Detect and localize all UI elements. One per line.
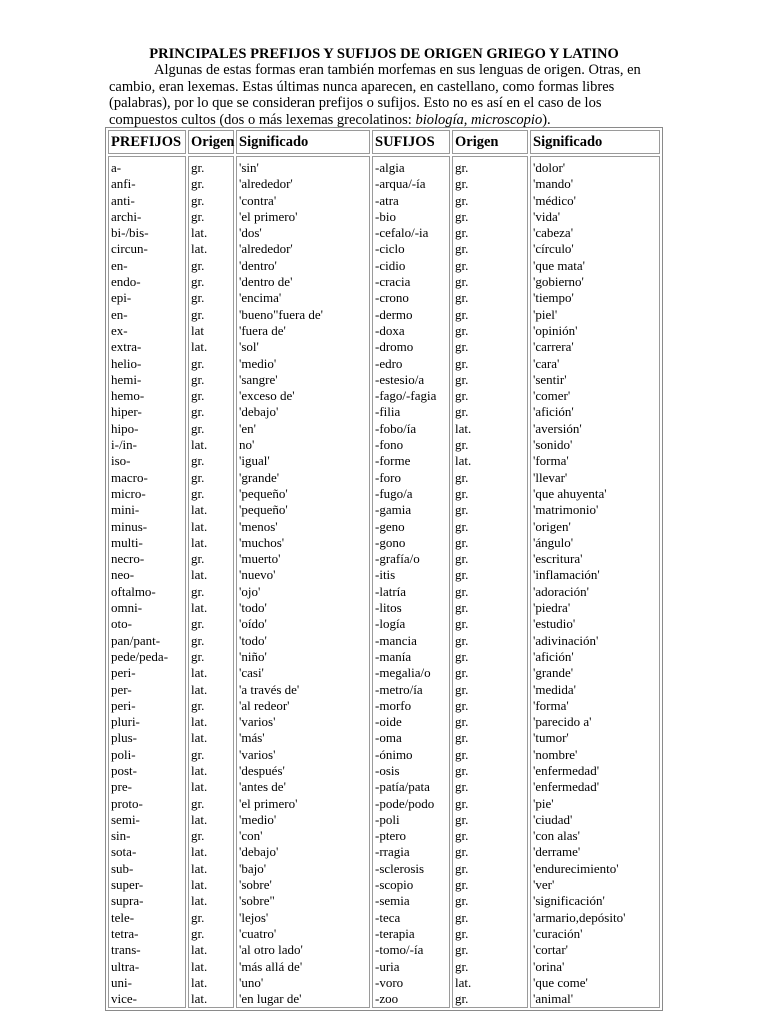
table-body-row: [108, 156, 660, 1008]
intro-paragraph: [109, 62, 649, 128]
prefix-forms-column: a- anfi- anti- archi- bi-/bis- circun- en- endo- epi- en- ex- extra- helio- hemi- hemo- hiper- hipo- i-/in- iso- macro- micro- mini- minus- multi- necro- neo- oftalmo- omni- oto- pan/pant- pede/peda- peri- per- peri- pluri- plus- poli- post- pre- proto- semi- sin- sota- sub- super- supra- tele- tetra- trans- ultra- uni- vice-: [108, 156, 186, 1008]
header-sufijos: SUFIJOS: [372, 130, 450, 154]
affix-table-frame: [105, 127, 663, 1011]
prefix-meaning-column: 'sin' 'alrededor' 'contra' 'el primero' 'dos' 'alrededor' 'dentro' 'dentro de' 'encima' 'bueno"fuera de' 'fuera de' 'sol' 'medio' 'sangre' 'exceso de' 'debajo' 'en' no' 'igual' 'grande' 'pequeño' 'pequeño' 'menos' 'muchos' 'muerto' 'nuevo' 'ojo' 'todo' 'oído' 'todo' 'niño' 'casi' 'a través de' 'al redeor' 'varios' 'más' 'varios' 'después' 'antes de' 'el primero' 'medio' 'con' 'debajo' 'bajo' 'sobre' 'sobre" 'lejos' 'cuatro' 'al otro lado' 'más allá de' 'uno' 'en lugar de': [236, 156, 370, 1008]
table-header-row: [108, 130, 660, 154]
intro-end: ).: [542, 111, 551, 128]
suffix-origin-column: gr. gr. gr. gr. gr. gr. gr. gr. gr. gr. gr. gr. gr. gr. gr. gr. lat. gr. lat. gr. gr. gr. gr. gr. gr. gr. gr. gr. gr. gr. gr. gr. gr. gr. gr. gr. gr. gr. gr. gr. gr. gr. gr. gr. gr. gr. gr. gr. gr. gr. lat. gr.: [452, 156, 528, 1008]
header-prefijos: PREFIJOS: [108, 130, 186, 154]
prefix-origin-column: gr. gr. gr. gr. lat. lat. gr. gr. gr. gr. lat lat. gr. gr. gr. gr. gr. lat. gr. gr. gr. lat. lat. lat. gr. lat. gr. lat. gr. gr. gr. lat. lat. gr. lat. lat. gr. lat. lat. gr. lat. gr. lat. lat. lat. lat. gr. gr. lat. lat. lat. lat.: [188, 156, 234, 1008]
header-significado-prefijos: Significado: [236, 130, 370, 154]
header-origen-prefijos: Origen: [188, 130, 234, 154]
intro-text: Algunas de estas formas eran también morfemas en sus lenguas de origen. Otras, en cambio, eran lexemas. Estas últimas nunca aparecen, en castellano, como formas libres (palabras), por lo que se consideran prefijos o sufijos. Esto no es así en el caso de los compuestos cultos (dos o más lexemas grecolatinos:: [109, 62, 641, 128]
intro-examples: biología, microscopio: [415, 111, 543, 128]
suffix-forms-column: -algia -arqua/-ía -atra -bio -cefalo/-ia -ciclo -cidio -cracia -crono -dermo -doxa -dromo -edro -estesio/a -fago/-fagia -filia -fobo/ía -fono -forme -foro -fugo/a -gamia -geno -gono -grafía/o -itis -latría -litos -logía -mancia -manía -megalia/o -metro/ía -morfo -oide -oma -ónimo -osis -patía/pata -pode/podo -poli -ptero -rragia -sclerosis -scopio -semia -teca -terapia -tomo/-ía -uria -voro -zoo: [372, 156, 450, 1008]
affix-table: [106, 128, 662, 1010]
page-title: PRINCIPALES PREFIJOS Y SUFIJOS DE ORIGEN GRIEGO Y LATINO: [149, 46, 619, 62]
header-significado-sufijos: Significado: [530, 130, 660, 154]
suffix-meaning-column: 'dolor' 'mando' 'médico' 'vida' 'cabeza' 'círculo' 'que mata' 'gobierno' 'tiempo' 'piel' 'opinión' 'carrera' 'cara' 'sentir' 'comer' 'afición' 'aversión' 'sonido' 'forma' 'llevar' 'que ahuyenta' 'matrimonio' 'origen' 'ángulo' 'escritura' 'inflamación' 'adoración' 'piedra' 'estudio' 'adivinación' 'afición' 'grande' 'medida' 'forma' 'parecido a' 'tumor' 'nombre' 'enfermedad' 'enfermedad' 'pie' 'ciudad' 'con alas' 'derrame' 'endurecimiento' 'ver' 'significación' 'armario,depósito' 'curación' 'cortar' 'orina' 'que come' 'animal': [530, 156, 660, 1008]
header-origen-sufijos: Origen: [452, 130, 528, 154]
